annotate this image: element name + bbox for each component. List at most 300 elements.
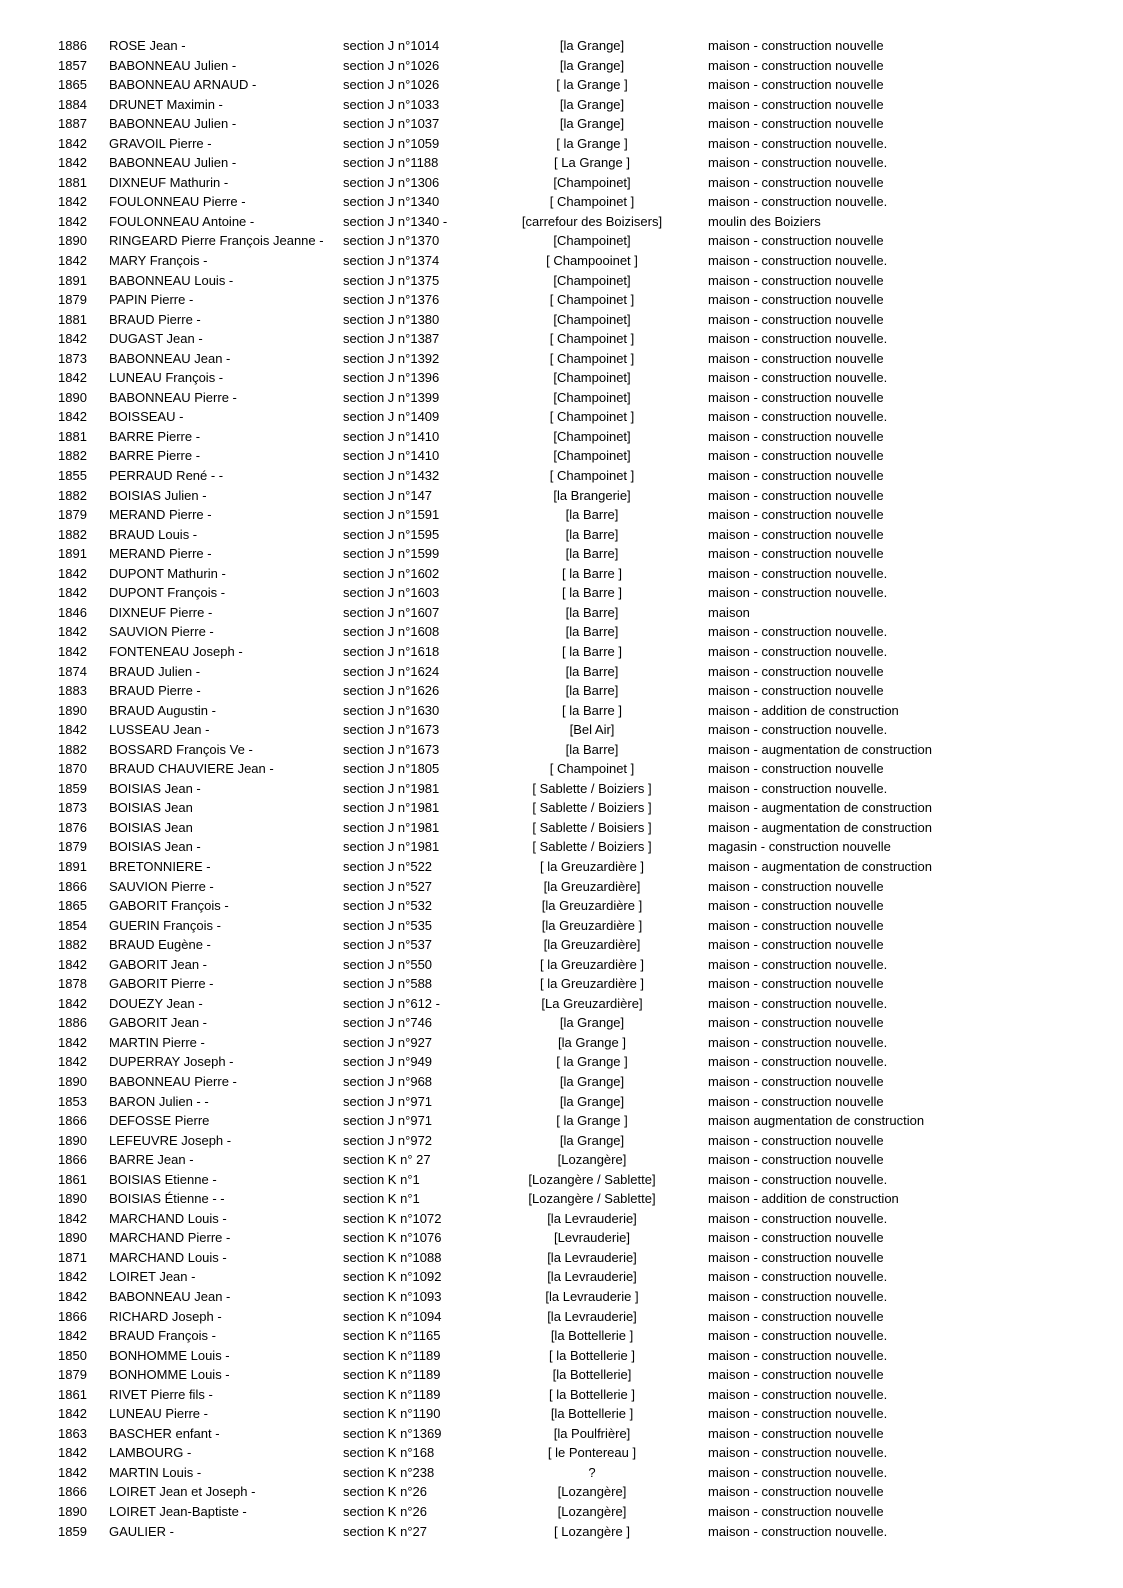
record-year: 1879 xyxy=(58,507,87,523)
record-year: 1842 xyxy=(58,213,87,229)
record-place: [la Levrauderie] xyxy=(547,1249,637,1265)
record-row xyxy=(0,466,1123,486)
record-owner: DOUEZY Jean - xyxy=(109,995,203,1011)
record-row xyxy=(0,1189,1123,1209)
record-row xyxy=(0,1170,1123,1190)
record-owner: BOISIAS Julien - xyxy=(109,487,207,503)
record-owner: BABONNEAU Pierre - xyxy=(109,1073,237,1089)
record-year: 1842 xyxy=(58,585,87,601)
record-year: 1876 xyxy=(58,819,87,835)
record-row xyxy=(0,1072,1123,1092)
record-owner: BABONNEAU Julien - xyxy=(109,116,237,132)
record-owner: ROSE Jean - xyxy=(109,38,186,53)
record-parcel: section K n°26 xyxy=(343,1504,427,1520)
record-parcel: section J n°1380 xyxy=(343,311,440,327)
record-description: maison - construction nouvelle xyxy=(708,292,884,308)
record-owner: SAUVION Pierre - xyxy=(109,624,214,640)
record-description: maison - construction nouvelle xyxy=(708,1504,884,1520)
record-place: [la Greuzardière ] xyxy=(541,898,643,914)
record-year: 1866 xyxy=(58,878,87,894)
record-owner: BOISIAS Jean - xyxy=(109,839,201,855)
record-year: 1857 xyxy=(58,57,87,73)
record-owner: BRAUD CHAUVIERE Jean - xyxy=(109,761,274,777)
record-parcel: section J n°532 xyxy=(343,898,433,914)
record-year: 1842 xyxy=(58,1269,87,1285)
record-year: 1890 xyxy=(58,1504,87,1520)
record-owner: BABONNEAU Julien - xyxy=(109,155,237,171)
record-owner: BOISIAS Etienne - xyxy=(109,1171,217,1187)
record-owner: PAPIN Pierre - xyxy=(109,292,194,308)
record-row xyxy=(0,349,1123,369)
record-year: 1886 xyxy=(58,1015,87,1031)
record-description: maison - construction nouvelle xyxy=(708,917,884,933)
record-parcel: section K n°1093 xyxy=(343,1289,442,1304)
record-year: 1886 xyxy=(58,38,87,53)
record-description: maison - construction nouvelle. xyxy=(708,1034,888,1050)
record-description: maison - construction nouvelle. xyxy=(708,1171,888,1187)
record-parcel: section J n°968 xyxy=(343,1073,433,1089)
record-row xyxy=(0,994,1123,1014)
record-year: 1891 xyxy=(58,546,87,562)
record-place: [La Greuzardière] xyxy=(541,995,643,1011)
record-year: 1891 xyxy=(58,858,87,874)
record-parcel: section J n°537 xyxy=(343,937,433,953)
record-description: maison - construction nouvelle xyxy=(708,898,884,914)
record-row xyxy=(0,935,1123,955)
record-description: moulin des Boiziers xyxy=(708,213,821,229)
record-year: 1842 xyxy=(58,624,87,640)
record-description: maison - construction nouvelle xyxy=(708,1152,884,1168)
record-place: [la Grange] xyxy=(559,1015,625,1031)
record-year: 1890 xyxy=(58,389,87,405)
record-parcel: section J n°550 xyxy=(343,956,433,972)
record-place: [la Levrauderie] xyxy=(547,1269,637,1285)
record-owner: GAULIER - xyxy=(109,1523,175,1539)
record-description: maison - construction nouvelle xyxy=(708,311,884,327)
record-row xyxy=(0,916,1123,936)
record-year: 1842 xyxy=(58,643,87,659)
record-place: [la Grange] xyxy=(559,38,625,53)
record-parcel: section J n°1603 xyxy=(343,585,440,601)
record-parcel: section K n°1 xyxy=(343,1191,420,1207)
record-parcel: section J n°1376 xyxy=(343,292,440,308)
record-parcel: section J n°746 xyxy=(343,1015,433,1031)
record-owner: BRAUD Pierre - xyxy=(109,311,201,327)
record-owner: BONHOMME Louis - xyxy=(109,1367,230,1383)
record-description: maison - construction nouvelle xyxy=(708,448,884,464)
record-year: 1842 xyxy=(58,1406,87,1422)
record-description: maison - construction nouvelle xyxy=(708,663,884,679)
record-year: 1871 xyxy=(58,1249,87,1265)
record-description: maison - construction nouvelle xyxy=(708,350,884,366)
record-row xyxy=(0,1111,1123,1131)
record-year: 1890 xyxy=(58,702,87,718)
record-parcel: section J n°1981 xyxy=(343,839,440,855)
record-place: [Champoinet] xyxy=(553,428,631,444)
record-year: 1874 xyxy=(58,663,87,679)
record-owner: RIVET Pierre fils - xyxy=(109,1386,213,1402)
record-row xyxy=(0,1424,1123,1444)
record-year: 1866 xyxy=(58,1113,87,1129)
record-description: maison - augmentation de construction xyxy=(708,858,933,874)
record-row xyxy=(0,1522,1123,1542)
record-owner: DEFOSSE Pierre xyxy=(109,1113,210,1129)
record-year: 1873 xyxy=(58,350,87,366)
record-year: 1887 xyxy=(58,116,87,132)
record-row xyxy=(0,720,1123,740)
record-place: ? xyxy=(588,1464,596,1480)
record-owner: GABORIT Jean - xyxy=(109,1015,208,1031)
record-description: maison - addition de construction xyxy=(708,702,899,718)
record-owner: BONHOMME Louis - xyxy=(109,1347,230,1363)
record-year: 1842 xyxy=(58,135,87,151)
record-place: [ Champoinet ] xyxy=(549,468,635,484)
record-owner: GABORIT Jean - xyxy=(109,956,208,972)
record-year: 1854 xyxy=(58,917,87,933)
record-place: [Lozangère] xyxy=(557,1152,627,1168)
record-description: maison - construction nouvelle xyxy=(708,272,884,288)
record-parcel: section K n°168 xyxy=(343,1445,435,1461)
record-row xyxy=(0,1443,1123,1463)
record-place: [ Lozangère ] xyxy=(554,1523,630,1539)
record-year: 1859 xyxy=(58,1523,87,1539)
record-row xyxy=(0,95,1123,115)
record-place: [Champoinet] xyxy=(553,448,631,464)
record-place: [ la Bottellerie ] xyxy=(549,1347,635,1363)
record-place: [Champoinet] xyxy=(553,174,631,190)
record-owner: LOIRET Jean et Joseph - xyxy=(109,1484,256,1500)
record-owner: DIXNEUF Mathurin - xyxy=(109,174,229,190)
record-description: maison xyxy=(708,604,750,620)
record-place: [Champoinet] xyxy=(553,370,631,386)
record-row xyxy=(0,1033,1123,1053)
record-year: 1890 xyxy=(58,1073,87,1089)
record-row xyxy=(0,192,1123,212)
record-row xyxy=(0,1463,1123,1483)
record-place: [la Bottellerie] xyxy=(552,1367,632,1383)
record-row xyxy=(0,701,1123,721)
record-place: [ la Barre ] xyxy=(562,565,622,581)
record-description: maison - construction nouvelle xyxy=(708,546,884,562)
record-owner: BABONNEAU Julien - xyxy=(109,57,237,73)
record-place: [Lozangère] xyxy=(557,1504,627,1520)
record-description: maison - construction nouvelle. xyxy=(708,1406,888,1422)
record-year: 1890 xyxy=(58,233,87,249)
record-owner: LOIRET Jean - xyxy=(109,1269,196,1285)
record-year: 1879 xyxy=(58,1367,87,1383)
record-description: maison - construction nouvelle xyxy=(708,1249,884,1265)
record-parcel: section J n°1399 xyxy=(343,389,440,405)
record-place: [Lozangère] xyxy=(557,1484,627,1500)
record-year: 1842 xyxy=(58,722,87,738)
record-owner: GABORIT François - xyxy=(109,898,229,914)
record-owner: BASCHER enfant - xyxy=(109,1425,220,1441)
record-row xyxy=(0,427,1123,447)
record-place: [ la Grange ] xyxy=(556,1113,628,1129)
record-description: maison - construction nouvelle xyxy=(708,1073,884,1089)
record-year: 1842 xyxy=(58,1445,87,1461)
record-parcel: section J n°927 xyxy=(343,1034,433,1050)
record-row xyxy=(0,583,1123,603)
record-row xyxy=(0,368,1123,388)
record-place: [ la Bottellerie ] xyxy=(549,1386,635,1402)
record-row xyxy=(0,759,1123,779)
record-row xyxy=(0,271,1123,291)
record-year: 1859 xyxy=(58,780,87,796)
record-parcel: section K n°1190 xyxy=(343,1406,441,1422)
record-row xyxy=(0,153,1123,173)
record-year: 1881 xyxy=(58,428,87,444)
record-description: maison - construction nouvelle xyxy=(708,1015,884,1031)
record-parcel: section K n°1165 xyxy=(343,1328,441,1344)
record-parcel: section K n°1189 xyxy=(343,1367,441,1383)
record-parcel: section K n°26 xyxy=(343,1484,427,1500)
record-row xyxy=(0,231,1123,251)
record-parcel: section J n°1591 xyxy=(343,507,440,523)
record-place: [ la Greuzardière ] xyxy=(539,858,645,874)
record-parcel: section J n°1630 xyxy=(343,702,440,718)
record-row xyxy=(0,1228,1123,1248)
record-owner: DUPONT François - xyxy=(109,585,226,601)
record-owner: MARTIN Pierre - xyxy=(109,1034,205,1050)
record-description: maison - construction nouvelle. xyxy=(708,1347,888,1363)
record-owner: BABONNEAU ARNAUD - xyxy=(109,77,257,93)
record-parcel: section J n°1396 xyxy=(343,370,440,386)
record-place: [la Bottellerie ] xyxy=(550,1328,634,1344)
record-row xyxy=(0,818,1123,838)
record-place: [Lozangère / Sablette] xyxy=(528,1191,656,1207)
record-place: [ Sablette / Boiziers ] xyxy=(532,780,652,796)
record-place: [la Poulfrière] xyxy=(553,1425,631,1441)
record-parcel: section J n°1387 xyxy=(343,331,440,347)
record-parcel: section K n°1092 xyxy=(343,1269,442,1285)
record-place: [Champoinet] xyxy=(553,311,631,327)
record-place: [la Barre] xyxy=(565,546,619,562)
record-parcel: section K n°238 xyxy=(343,1464,435,1480)
record-place: [Champoinet] xyxy=(553,272,631,288)
record-place: [ le Pontereau ] xyxy=(547,1445,637,1461)
record-year: 1891 xyxy=(58,272,87,288)
record-year: 1878 xyxy=(58,976,87,992)
record-parcel: section J n°1037 xyxy=(343,116,440,132)
record-description: maison - construction nouvelle. xyxy=(708,643,888,659)
record-place: [ la Barre ] xyxy=(562,702,622,718)
record-parcel: section J n°588 xyxy=(343,976,433,992)
record-place: [ la Barre ] xyxy=(562,643,622,659)
record-year: 1842 xyxy=(58,331,87,347)
record-owner: FOULONNEAU Pierre - xyxy=(109,194,246,210)
record-place: [Champoinet] xyxy=(553,233,631,249)
record-place: [ Champoinet ] xyxy=(549,194,635,210)
record-row xyxy=(0,1307,1123,1327)
record-parcel: section J n°949 xyxy=(343,1054,433,1070)
record-description: maison - construction nouvelle. xyxy=(708,956,888,972)
record-description: maison - construction nouvelle. xyxy=(708,370,888,386)
record-place: [ Champoinet ] xyxy=(549,350,635,366)
record-parcel: section J n°1618 xyxy=(343,643,440,659)
record-owner: BRAUD Eugène - xyxy=(109,937,211,953)
record-owner: DIXNEUF Pierre - xyxy=(109,604,213,620)
record-owner: MARY François - xyxy=(109,253,208,269)
record-owner: MERAND Pierre - xyxy=(109,507,212,523)
record-parcel: section J n°612 - xyxy=(343,995,440,1011)
record-row xyxy=(0,525,1123,545)
record-place: [la Grange] xyxy=(559,1093,625,1109)
record-parcel: section J n°1340 - xyxy=(343,213,448,229)
record-year: 1870 xyxy=(58,761,87,777)
record-year: 1866 xyxy=(58,1308,87,1324)
record-year: 1842 xyxy=(58,995,87,1011)
record-parcel: section K n°1094 xyxy=(343,1308,442,1324)
record-place: [la Barre] xyxy=(565,604,619,620)
cadastre-record-list xyxy=(0,36,1123,1541)
record-place: [ Champoinet ] xyxy=(549,331,635,347)
record-parcel: section J n°1981 xyxy=(343,800,440,816)
record-row xyxy=(0,505,1123,525)
record-description: maison - construction nouvelle xyxy=(708,174,884,190)
record-place: [la Grange] xyxy=(559,57,625,73)
record-row xyxy=(0,329,1123,349)
record-place: [la Barre] xyxy=(565,741,619,757)
record-place: [la Greuzardière] xyxy=(543,878,641,894)
record-owner: BARRE Pierre - xyxy=(109,428,201,444)
record-owner: BRAUD Julien - xyxy=(109,663,201,679)
record-parcel: section J n°522 xyxy=(343,858,433,874)
record-description: maison - construction nouvelle. xyxy=(708,1523,888,1539)
record-row xyxy=(0,173,1123,193)
record-place: [la Bottellerie ] xyxy=(550,1406,634,1422)
record-parcel: section K n°1189 xyxy=(343,1347,441,1363)
record-owner: MERAND Pierre - xyxy=(109,546,212,562)
record-description: maison - construction nouvelle xyxy=(708,96,884,112)
record-row xyxy=(0,662,1123,682)
record-row xyxy=(0,837,1123,857)
record-owner: LOIRET Jean-Baptiste - xyxy=(109,1504,247,1520)
record-owner: FONTENEAU Joseph - xyxy=(109,643,243,659)
record-place: [ Sablette / Boiziers ] xyxy=(532,800,652,816)
record-year: 1842 xyxy=(58,409,87,425)
record-row xyxy=(0,798,1123,818)
record-row xyxy=(0,1248,1123,1268)
record-place: [la Barre] xyxy=(565,507,619,523)
record-description: maison - construction nouvelle. xyxy=(708,780,888,796)
record-row xyxy=(0,114,1123,134)
record-description: maison - construction nouvelle xyxy=(708,57,884,73)
record-description: maison - construction nouvelle xyxy=(708,526,884,542)
record-year: 1881 xyxy=(58,174,87,190)
record-year: 1842 xyxy=(58,565,87,581)
record-row xyxy=(0,877,1123,897)
record-owner: RINGEARD Pierre François Jeanne - xyxy=(109,233,324,249)
record-place: [ Champoinet ] xyxy=(549,409,635,425)
record-description: maison - construction nouvelle xyxy=(708,976,884,992)
record-parcel: section J n°1607 xyxy=(343,604,440,620)
record-row xyxy=(0,642,1123,662)
record-parcel: section J n°1059 xyxy=(343,135,440,151)
record-description: maison - construction nouvelle xyxy=(708,468,884,484)
record-row xyxy=(0,1052,1123,1072)
record-row xyxy=(0,407,1123,427)
record-place: [la Barre] xyxy=(565,624,619,640)
record-row xyxy=(0,388,1123,408)
record-parcel: section J n°1805 xyxy=(343,761,440,777)
record-row xyxy=(0,1502,1123,1522)
record-owner: BRETONNIERE - xyxy=(109,858,211,874)
record-place: [Champoinet] xyxy=(553,389,631,405)
record-description: maison - construction nouvelle. xyxy=(708,135,888,151)
record-parcel: section J n°1432 xyxy=(343,468,440,484)
record-place: [la Levrauderie] xyxy=(547,1308,637,1324)
record-year: 1879 xyxy=(58,839,87,855)
record-parcel: section J n°1981 xyxy=(343,780,440,796)
record-row xyxy=(0,955,1123,975)
record-row xyxy=(0,896,1123,916)
record-parcel: section K n°27 xyxy=(343,1523,427,1539)
record-parcel: section K n°1076 xyxy=(343,1230,442,1246)
record-owner: GRAVOIL Pierre - xyxy=(109,135,212,151)
record-description: maison - construction nouvelle xyxy=(708,1425,884,1441)
record-description: maison - construction nouvelle xyxy=(708,77,884,93)
record-year: 1865 xyxy=(58,898,87,914)
record-year: 1842 xyxy=(58,956,87,972)
record-row xyxy=(0,1326,1123,1346)
record-owner: GABORIT Pierre - xyxy=(109,976,214,992)
record-description: maison - construction nouvelle. xyxy=(708,624,888,640)
record-parcel: section J n°1626 xyxy=(343,683,440,699)
record-parcel: section J n°1624 xyxy=(343,663,440,679)
record-description: maison - construction nouvelle. xyxy=(708,1445,888,1461)
record-year: 1863 xyxy=(58,1425,87,1441)
record-description: maison - construction nouvelle. xyxy=(708,1289,888,1304)
record-parcel: section J n°1374 xyxy=(343,253,440,269)
record-owner: LEFEUVRE Joseph - xyxy=(109,1132,232,1148)
record-place: [la Barre] xyxy=(565,663,619,679)
record-description: maison - construction nouvelle xyxy=(708,507,884,523)
record-row xyxy=(0,290,1123,310)
record-row xyxy=(0,857,1123,877)
record-row xyxy=(0,1267,1123,1287)
record-row xyxy=(0,1150,1123,1170)
record-row xyxy=(0,75,1123,95)
record-parcel: section J n°147 xyxy=(343,487,433,503)
record-owner: BOISIAS Jean xyxy=(109,819,193,835)
record-place: [ La Grange ] xyxy=(554,155,630,171)
record-parcel: section J n°1673 xyxy=(343,722,440,738)
record-description: maison - construction nouvelle. xyxy=(708,1210,888,1226)
record-description: maison - construction nouvelle xyxy=(708,233,884,249)
record-year: 1842 xyxy=(58,1034,87,1050)
record-place: [la Grange] xyxy=(559,1132,625,1148)
record-year: 1855 xyxy=(58,468,87,484)
record-owner: BABONNEAU Jean - xyxy=(109,350,231,366)
record-year: 1861 xyxy=(58,1386,87,1402)
record-row xyxy=(0,681,1123,701)
record-description: maison - construction nouvelle xyxy=(708,389,884,405)
record-year: 1846 xyxy=(58,604,87,620)
record-place: [la Brangerie] xyxy=(553,487,631,503)
record-owner: BOISIAS Étienne - - xyxy=(109,1191,225,1207)
record-description: maison - construction nouvelle. xyxy=(708,155,888,171)
record-place: [ Champooinet ] xyxy=(546,253,638,269)
record-owner: BARRE Jean - xyxy=(109,1152,194,1168)
record-owner: BOISIAS Jean - xyxy=(109,780,201,796)
record-row xyxy=(0,1482,1123,1502)
record-parcel: section J n°1392 xyxy=(343,350,440,366)
record-row xyxy=(0,134,1123,154)
record-owner: BABONNEAU Pierre - xyxy=(109,389,237,405)
record-year: 1842 xyxy=(58,370,87,386)
record-owner: BRAUD François - xyxy=(109,1328,216,1344)
